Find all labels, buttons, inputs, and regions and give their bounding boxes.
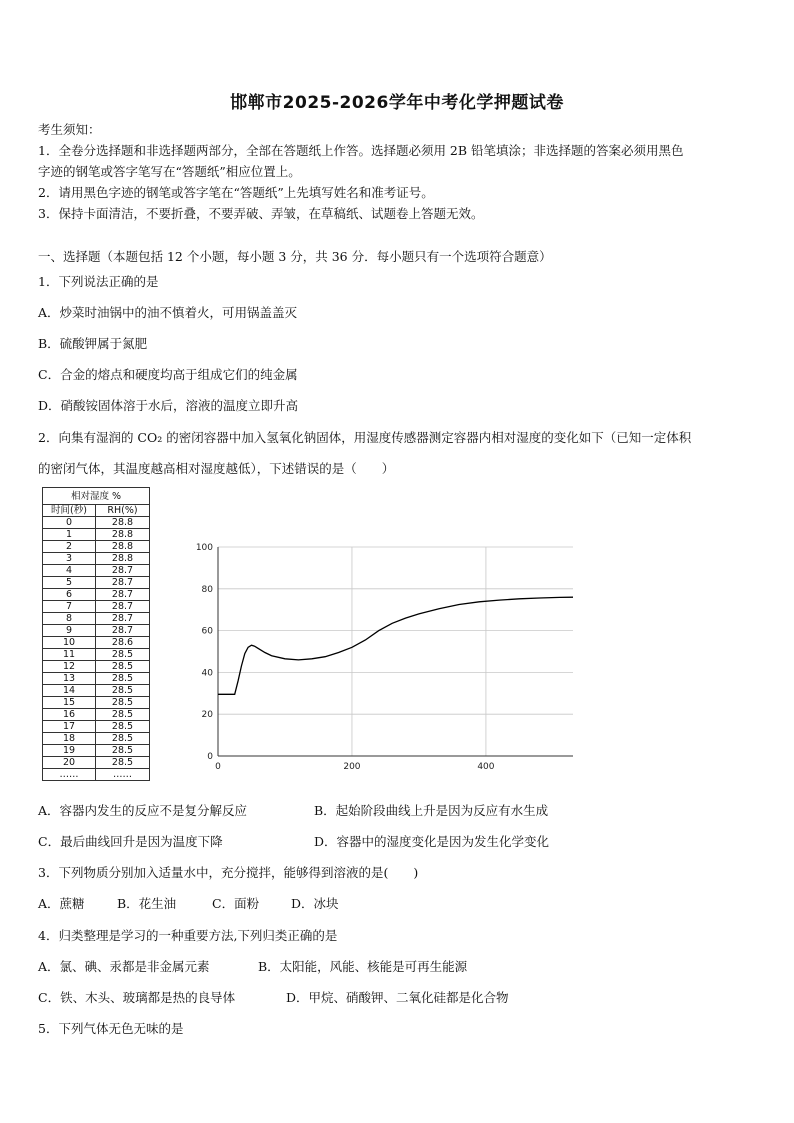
notice-head: 考生须知：	[38, 122, 101, 137]
rh-cell: 28.7	[96, 565, 150, 577]
table-row	[43, 769, 150, 781]
rh-cell: 28.5	[96, 721, 150, 733]
time-cell: 7	[43, 601, 96, 613]
rh-cell: 28.5	[96, 673, 150, 685]
table-row	[43, 685, 150, 697]
page-title: 邯郸市2025-2026学年中考化学押题试卷	[230, 93, 564, 113]
time-cell: 13	[43, 673, 96, 685]
rh-cell: 28.5	[96, 757, 150, 769]
notice-item: 2．请用黑色字迹的钢笔或答字笔在“答题纸”上先填写姓名和准考证号。	[38, 185, 434, 200]
time-cell: 5	[43, 577, 96, 589]
q2-option-a: A．容器内发生的反应不是复分解反应	[38, 803, 248, 818]
table-row	[43, 697, 150, 709]
table-row	[43, 553, 150, 565]
q2-stem: 2．向集有湿润的 CO₂ 的密闭容器中加入氢氧化钠固体，用湿度传感器测定容器内相对湿度的变化如下（已知一定体积	[38, 430, 692, 445]
humidity-curve	[218, 597, 573, 694]
time-cell: 15	[43, 697, 96, 709]
q4-option-c: C．铁、木头、玻璃都是热的良导体	[38, 990, 236, 1005]
time-cell: 8	[43, 613, 96, 625]
notice-item: 3．保持卡面清洁，不要折叠，不要弄破、弄皱，在草稿纸、试题卷上答题无效。	[38, 206, 484, 221]
rh-cell: 28.7	[96, 589, 150, 601]
table-header-time: 时间(秒)	[43, 505, 96, 517]
notice-item: 字迹的钢笔或答字笔写在“答题纸”相应位置上。	[38, 164, 301, 179]
q2-option-b: B．起始阶段曲线上升是因为反应有水生成	[314, 803, 549, 818]
y-tick-label: 80	[201, 584, 213, 595]
rh-cell: 28.7	[96, 613, 150, 625]
time-cell: 18	[43, 733, 96, 745]
q1-option-d: D．硝酸铵固体溶于水后，溶液的温度立即升高	[38, 398, 299, 413]
time-cell: 2	[43, 541, 96, 553]
q1-stem: 1．下列说法正确的是	[38, 274, 159, 289]
time-cell: 14	[43, 685, 96, 697]
q3-option-b: B．花生油	[117, 896, 177, 911]
time-cell: 10	[43, 637, 96, 649]
y-tick-label: 100	[195, 543, 213, 553]
q3-option-d: D．冰块	[291, 896, 339, 911]
time-cell: 0	[43, 517, 96, 529]
q1-option-c: C．合金的熔点和硬度均高于组成它们的纯金属	[38, 367, 298, 382]
table-row	[43, 565, 150, 577]
time-cell: 16	[43, 709, 96, 721]
rh-cell: ……	[96, 769, 150, 781]
table-row	[43, 673, 150, 685]
table-row	[43, 649, 150, 661]
q1-option-b: B．硫酸钾属于氮肥	[38, 336, 148, 351]
x-tick-label: 0	[215, 762, 221, 772]
rh-cell: 28.5	[96, 685, 150, 697]
table-row	[43, 613, 150, 625]
time-cell: 17	[43, 721, 96, 733]
table-row	[43, 577, 150, 589]
rh-cell: 28.8	[96, 541, 150, 553]
table-row	[43, 733, 150, 745]
table-row	[43, 601, 150, 613]
rh-cell: 28.8	[96, 529, 150, 541]
table-caption: 相对湿度 %	[43, 488, 150, 505]
q3-stem: 3．下列物质分别加入适量水中，充分搅拌，能够得到溶液的是( )	[38, 865, 419, 880]
rh-cell: 28.5	[96, 661, 150, 673]
rh-cell: 28.7	[96, 577, 150, 589]
humidity-chart	[190, 537, 590, 772]
rh-cell: 28.5	[96, 733, 150, 745]
q4-option-a: A．氯、碘、汞都是非金属元素	[38, 959, 210, 974]
time-cell: 1	[43, 529, 96, 541]
rh-cell: 28.8	[96, 553, 150, 565]
time-cell: ……	[43, 769, 96, 781]
table-row	[43, 529, 150, 541]
rh-cell: 28.5	[96, 649, 150, 661]
q2-option-c: C．最后曲线回升是因为温度下降	[38, 834, 223, 849]
rh-cell: 28.5	[96, 697, 150, 709]
table-row	[43, 637, 150, 649]
time-cell: 3	[43, 553, 96, 565]
q4-stem: 4．归类整理是学习的一种重要方法,下列归类正确的是	[38, 928, 338, 943]
q2-option-d: D．容器中的湿度变化是因为发生化学变化	[314, 834, 550, 849]
table-row	[43, 541, 150, 553]
time-cell: 19	[43, 745, 96, 757]
table-row	[43, 709, 150, 721]
rh-cell: 28.7	[96, 601, 150, 613]
q5-stem: 5．下列气体无色无味的是	[38, 1021, 184, 1036]
notice-item: 1．全卷分选择题和非选择题两部分，全部在答题纸上作答。选择题必须用 2B 铅笔填涂；非选择题的答案必须用黑色	[38, 143, 684, 158]
humidity-table	[42, 487, 150, 781]
q2-stem: 的密闭气体，其温度越高相对湿度越低），下述错误的是（ ）	[38, 461, 395, 476]
q4-option-b: B．太阳能，风能、核能是可再生能源	[258, 959, 468, 974]
table-row	[43, 661, 150, 673]
y-tick-label: 60	[201, 626, 213, 637]
time-cell: 6	[43, 589, 96, 601]
x-tick-label: 400	[477, 762, 495, 772]
section-heading: 一、选择题（本题包括 12 个小题，每小题 3 分，共 36 分．每小题只有一个选项符合题意）	[38, 249, 552, 264]
rh-cell: 28.8	[96, 517, 150, 529]
table-row	[43, 757, 150, 769]
table-row	[43, 721, 150, 733]
q1-option-a: A．炒菜时油锅中的油不慎着火，可用锅盖盖灭	[38, 305, 298, 320]
q3-option-a: A．蔗糖	[38, 896, 85, 911]
table-row	[43, 517, 150, 529]
y-tick-label: 40	[201, 668, 213, 679]
time-cell: 20	[43, 757, 96, 769]
time-cell: 11	[43, 649, 96, 661]
rh-cell: 28.7	[96, 625, 150, 637]
rh-cell: 28.5	[96, 745, 150, 757]
y-tick-label: 20	[201, 710, 213, 721]
q3-option-c: C．面粉	[212, 896, 260, 911]
time-cell: 12	[43, 661, 96, 673]
table-row	[43, 745, 150, 757]
rh-cell: 28.5	[96, 709, 150, 721]
rh-cell: 28.6	[96, 637, 150, 649]
table-row	[43, 589, 150, 601]
q4-option-d: D．甲烷、硝酸钾、二氧化硅都是化合物	[286, 990, 509, 1005]
table-header-rh: RH(%)	[96, 505, 150, 517]
time-cell: 4	[43, 565, 96, 577]
time-cell: 9	[43, 625, 96, 637]
table-row	[43, 625, 150, 637]
x-tick-label: 200	[343, 762, 361, 772]
y-tick-label: 0	[207, 752, 213, 762]
